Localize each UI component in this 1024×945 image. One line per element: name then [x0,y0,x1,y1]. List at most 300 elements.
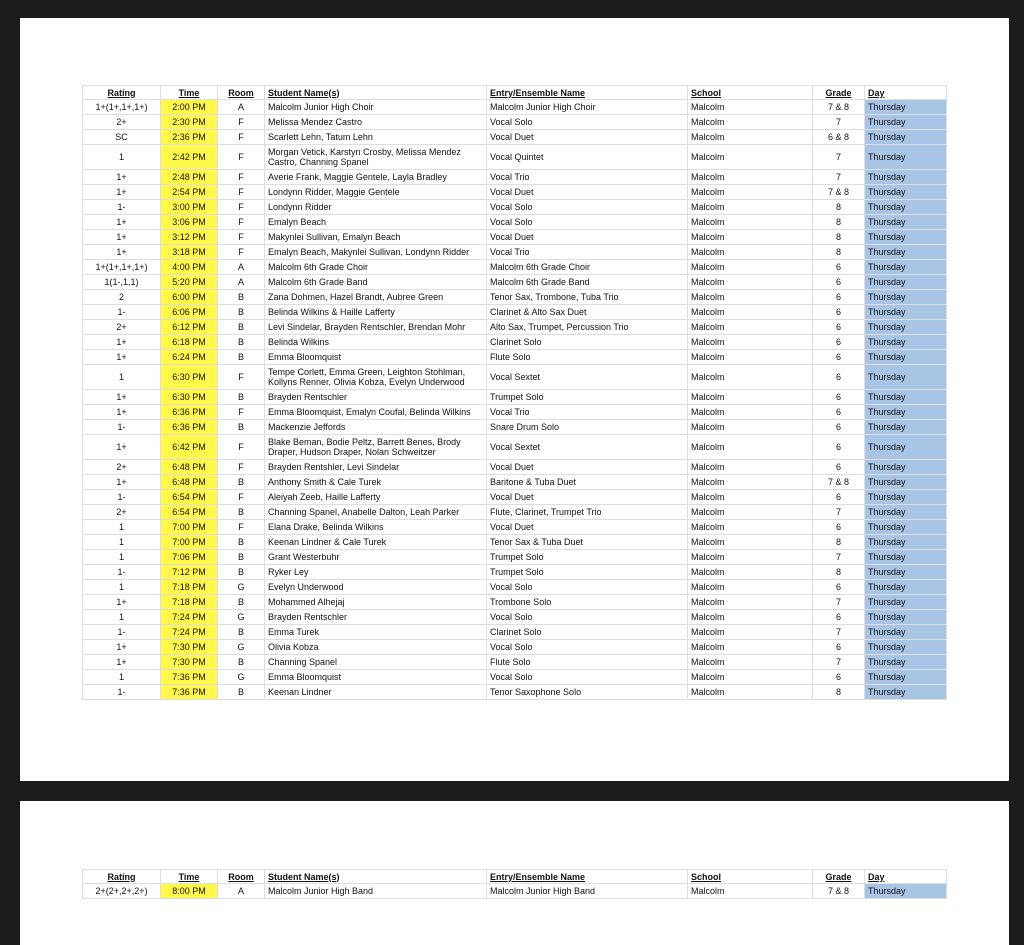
header-room: Room [218,870,265,884]
cell-student: Brayden Rentshler, Levi Sindelar [265,460,487,475]
cell-day: Thursday [865,305,947,320]
header-time: Time [161,86,218,100]
cell-time: 7:00 PM [161,520,218,535]
table-row [83,550,947,565]
cell-student: Zana Dohmen, Hazel Brandt, Aubree Green [265,290,487,305]
cell-day: Thursday [865,245,947,260]
cell-school: Malcolm [688,625,813,640]
cell-entry: Clarinet Solo [487,335,688,350]
cell-rating: 1- [83,305,161,320]
cell-day: Thursday [865,505,947,520]
table-row [83,535,947,550]
cell-rating: 1+(1+,1+,1+) [83,100,161,115]
table-row [83,115,947,130]
cell-rating: 1+ [83,475,161,490]
cell-grade: 7 [813,655,865,670]
cell-grade: 6 [813,580,865,595]
header-entry: Entry/Ensemble Name [487,870,688,884]
cell-grade: 7 [813,625,865,640]
cell-time: 6:06 PM [161,305,218,320]
cell-grade: 6 [813,335,865,350]
cell-room: B [218,335,265,350]
header-student: Student Name(s) [265,86,487,100]
cell-student: Aleiyah Zeeb, Haille Lafferty [265,490,487,505]
cell-student: Channing Spanel [265,655,487,670]
cell-grade: 6 [813,365,865,390]
cell-time: 6:12 PM [161,320,218,335]
cell-entry: Vocal Duet [487,185,688,200]
cell-time: 7:24 PM [161,610,218,625]
cell-rating: 1+ [83,230,161,245]
cell-grade: 7 [813,505,865,520]
table-row [83,200,947,215]
cell-student: Mohammed Alhejaj [265,595,487,610]
page-1 [20,18,1009,781]
cell-grade: 6 [813,405,865,420]
cell-grade: 8 [813,245,865,260]
cell-grade: 6 [813,520,865,535]
cell-rating: 1- [83,625,161,640]
table-row [83,460,947,475]
cell-room: B [218,550,265,565]
table-row [83,245,947,260]
cell-time: 7:30 PM [161,655,218,670]
cell-grade: 6 [813,435,865,460]
table-row [83,260,947,275]
header-time: Time [161,870,218,884]
cell-school: Malcolm [688,275,813,290]
cell-school: Malcolm [688,365,813,390]
table-row [83,275,947,290]
table-row [83,390,947,405]
cell-entry: Vocal Quintet [487,145,688,170]
cell-school: Malcolm [688,884,813,899]
cell-rating: 1- [83,200,161,215]
cell-entry: Malcolm Junior High Band [487,884,688,899]
cell-rating: 1+ [83,595,161,610]
cell-time: 6:54 PM [161,490,218,505]
cell-school: Malcolm [688,230,813,245]
cell-rating: 2+ [83,505,161,520]
cell-student: Belinda Wilkins [265,335,487,350]
cell-day: Thursday [865,275,947,290]
cell-rating: 1+ [83,655,161,670]
cell-school: Malcolm [688,535,813,550]
cell-day: Thursday [865,100,947,115]
header-school: School [688,870,813,884]
cell-room: B [218,420,265,435]
cell-grade: 7 & 8 [813,185,865,200]
cell-time: 6:54 PM [161,505,218,520]
table-row [83,595,947,610]
header-day: Day [865,86,947,100]
schedule-table-continued [82,869,947,899]
cell-day: Thursday [865,130,947,145]
cell-time: 7:18 PM [161,580,218,595]
cell-entry: Vocal Sextet [487,365,688,390]
cell-grade: 6 [813,390,865,405]
cell-entry: Vocal Trio [487,170,688,185]
cell-entry: Clarinet Solo [487,625,688,640]
schedule-body [83,100,947,700]
cell-room: G [218,610,265,625]
cell-rating: 1(1-,1,1) [83,275,161,290]
cell-room: B [218,595,265,610]
cell-room: B [218,390,265,405]
cell-time: 3:06 PM [161,215,218,230]
cell-entry: Clarinet & Alto Sax Duet [487,305,688,320]
table-row [83,580,947,595]
cell-student: Keenan Lindner [265,685,487,700]
cell-rating: 1 [83,145,161,170]
cell-school: Malcolm [688,260,813,275]
cell-time: 3:18 PM [161,245,218,260]
cell-student: Morgan Vetick, Karstyn Crosby, Melissa Mendez Castro, Channing Spanel [265,145,487,170]
cell-school: Malcolm [688,350,813,365]
cell-time: 4:00 PM [161,260,218,275]
cell-time: 6:00 PM [161,290,218,305]
cell-grade: 8 [813,685,865,700]
cell-day: Thursday [865,550,947,565]
table-row [83,565,947,580]
cell-time: 6:36 PM [161,405,218,420]
table-row [83,655,947,670]
cell-school: Malcolm [688,685,813,700]
cell-grade: 7 [813,145,865,170]
header-entry: Entry/Ensemble Name [487,86,688,100]
cell-grade: 8 [813,200,865,215]
cell-entry: Vocal Solo [487,115,688,130]
cell-entry: Trumpet Solo [487,390,688,405]
cell-school: Malcolm [688,305,813,320]
cell-student: Blake Beman, Bodie Peltz, Barrett Benes, Brody Draper, Hudson Draper, Nolan Schweitzer [265,435,487,460]
cell-room: B [218,535,265,550]
cell-day: Thursday [865,610,947,625]
cell-rating: 1+ [83,405,161,420]
cell-grade: 6 [813,610,865,625]
table-row [83,100,947,115]
cell-student: Belinda Wilkins & Haille Lafferty [265,305,487,320]
cell-rating: 1+ [83,390,161,405]
header-school: School [688,86,813,100]
cell-day: Thursday [865,580,947,595]
cell-room: B [218,320,265,335]
header-rating: Rating [83,870,161,884]
cell-day: Thursday [865,365,947,390]
cell-day: Thursday [865,640,947,655]
cell-rating: 1 [83,580,161,595]
cell-room: F [218,245,265,260]
cell-rating: 1+ [83,245,161,260]
cell-student: Brayden Rentschler [265,390,487,405]
cell-grade: 6 [813,275,865,290]
cell-day: Thursday [865,185,947,200]
cell-school: Malcolm [688,245,813,260]
cell-school: Malcolm [688,115,813,130]
schedule-table [82,85,947,700]
cell-time: 7:18 PM [161,595,218,610]
cell-rating: 2+ [83,460,161,475]
cell-school: Malcolm [688,130,813,145]
cell-rating: 1+ [83,185,161,200]
cell-rating: 1- [83,685,161,700]
cell-student: Keenan Lindner & Cale Turek [265,535,487,550]
cell-room: F [218,200,265,215]
table-row [83,405,947,420]
cell-grade: 6 [813,490,865,505]
cell-student: Emma Bloomquist, Emalyn Coufal, Belinda Wilkins [265,405,487,420]
cell-entry: Tenor Sax, Trombone, Tuba Trio [487,290,688,305]
cell-school: Malcolm [688,460,813,475]
cell-student: Malcolm Junior High Band [265,884,487,899]
cell-day: Thursday [865,565,947,580]
cell-entry: Tenor Saxophone Solo [487,685,688,700]
cell-student: Malcolm 6th Grade Band [265,275,487,290]
cell-day: Thursday [865,320,947,335]
cell-entry: Trombone Solo [487,595,688,610]
cell-school: Malcolm [688,420,813,435]
cell-room: F [218,435,265,460]
cell-school: Malcolm [688,670,813,685]
cell-student: Melissa Mendez Castro [265,115,487,130]
cell-room: B [218,625,265,640]
cell-day: Thursday [865,420,947,435]
cell-time: 6:42 PM [161,435,218,460]
cell-grade: 6 [813,670,865,685]
cell-time: 7:30 PM [161,640,218,655]
cell-day: Thursday [865,625,947,640]
cell-time: 6:48 PM [161,460,218,475]
cell-student: Londynn Ridder [265,200,487,215]
cell-time: 2:54 PM [161,185,218,200]
table-row [83,670,947,685]
cell-student: Anthony Smith & Cale Turek [265,475,487,490]
cell-day: Thursday [865,390,947,405]
table-row [83,215,947,230]
cell-school: Malcolm [688,320,813,335]
table-row [83,685,947,700]
header-row [83,870,947,884]
cell-school: Malcolm [688,610,813,625]
cell-grade: 6 [813,640,865,655]
cell-school: Malcolm [688,520,813,535]
cell-grade: 6 & 8 [813,130,865,145]
cell-rating: 1 [83,535,161,550]
table-row [83,610,947,625]
table-row [83,230,947,245]
cell-rating: 1+ [83,335,161,350]
cell-grade: 6 [813,260,865,275]
cell-school: Malcolm [688,405,813,420]
table-row [83,884,947,899]
cell-time: 3:12 PM [161,230,218,245]
table-row [83,435,947,460]
table-row [83,320,947,335]
table-row [83,420,947,435]
cell-time: 2:42 PM [161,145,218,170]
header-day: Day [865,870,947,884]
table-row [83,520,947,535]
cell-school: Malcolm [688,550,813,565]
table-row [83,145,947,170]
cell-day: Thursday [865,685,947,700]
cell-day: Thursday [865,260,947,275]
cell-day: Thursday [865,335,947,350]
cell-rating: 1+ [83,215,161,230]
cell-room: F [218,230,265,245]
cell-entry: Snare Drum Solo [487,420,688,435]
cell-grade: 6 [813,290,865,305]
cell-room: F [218,115,265,130]
cell-entry: Vocal Solo [487,610,688,625]
table-row [83,475,947,490]
cell-rating: 1 [83,365,161,390]
cell-day: Thursday [865,290,947,305]
cell-grade: 8 [813,230,865,245]
header-student: Student Name(s) [265,870,487,884]
cell-time: 2:00 PM [161,100,218,115]
cell-time: 7:36 PM [161,685,218,700]
cell-student: Emalyn Beach [265,215,487,230]
cell-entry: Vocal Solo [487,200,688,215]
cell-entry: Vocal Solo [487,215,688,230]
schedule-body-continued [83,884,947,899]
cell-day: Thursday [865,490,947,505]
cell-day: Thursday [865,230,947,245]
cell-room: A [218,100,265,115]
cell-entry: Tenor Sax & Tuba Duet [487,535,688,550]
cell-time: 6:30 PM [161,390,218,405]
cell-student: Scarlett Lehn, Tatum Lehn [265,130,487,145]
cell-student: Channing Spanel, Anabelle Dalton, Leah Parker [265,505,487,520]
cell-day: Thursday [865,535,947,550]
table-row [83,365,947,390]
cell-grade: 7 [813,595,865,610]
table-row [83,640,947,655]
cell-room: A [218,884,265,899]
cell-rating: 1+ [83,640,161,655]
cell-student: Levi Sindelar, Brayden Rentschler, Brendan Mohr [265,320,487,335]
table-row [83,130,947,145]
table-row [83,490,947,505]
cell-room: B [218,685,265,700]
cell-rating: 1 [83,520,161,535]
cell-entry: Vocal Solo [487,580,688,595]
cell-time: 2:48 PM [161,170,218,185]
cell-room: G [218,670,265,685]
cell-grade: 8 [813,565,865,580]
cell-rating: 2+ [83,115,161,130]
cell-grade: 7 [813,115,865,130]
cell-room: B [218,505,265,520]
cell-grade: 7 & 8 [813,884,865,899]
cell-school: Malcolm [688,490,813,505]
cell-day: Thursday [865,350,947,365]
cell-student: Emma Bloomquist [265,670,487,685]
cell-entry: Malcolm 6th Grade Band [487,275,688,290]
cell-rating: 1- [83,490,161,505]
cell-student: Elana Drake, Belinda Wilkins [265,520,487,535]
cell-grade: 7 [813,170,865,185]
cell-entry: Vocal Sextet [487,435,688,460]
page-2 [20,801,1009,945]
cell-day: Thursday [865,435,947,460]
cell-school: Malcolm [688,595,813,610]
cell-grade: 6 [813,460,865,475]
cell-day: Thursday [865,475,947,490]
cell-entry: Vocal Duet [487,460,688,475]
cell-entry: Vocal Solo [487,640,688,655]
cell-day: Thursday [865,405,947,420]
cell-entry: Vocal Trio [487,245,688,260]
table-row [83,625,947,640]
cell-day: Thursday [865,670,947,685]
cell-time: 8:00 PM [161,884,218,899]
cell-rating: 1+ [83,350,161,365]
cell-entry: Malcolm Junior High Choir [487,100,688,115]
cell-room: F [218,215,265,230]
cell-day: Thursday [865,215,947,230]
table-row [83,305,947,320]
cell-grade: 7 & 8 [813,475,865,490]
cell-time: 6:48 PM [161,475,218,490]
cell-time: 7:06 PM [161,550,218,565]
table-row [83,290,947,305]
cell-rating: 2+(2+,2+,2+) [83,884,161,899]
cell-day: Thursday [865,145,947,170]
cell-grade: 6 [813,320,865,335]
cell-school: Malcolm [688,640,813,655]
cell-day: Thursday [865,460,947,475]
cell-rating: 1 [83,670,161,685]
cell-day: Thursday [865,170,947,185]
cell-student: Makynlei Sullivan, Emalyn Beach [265,230,487,245]
cell-room: A [218,260,265,275]
cell-entry: Flute, Clarinet, Trumpet Trio [487,505,688,520]
header-grade: Grade [813,870,865,884]
cell-time: 3:00 PM [161,200,218,215]
cell-room: G [218,580,265,595]
cell-rating: 2 [83,290,161,305]
cell-school: Malcolm [688,505,813,520]
cell-entry: Vocal Duet [487,520,688,535]
cell-grade: 8 [813,215,865,230]
cell-rating: SC [83,130,161,145]
cell-school: Malcolm [688,390,813,405]
cell-room: G [218,640,265,655]
cell-time: 2:36 PM [161,130,218,145]
cell-room: B [218,565,265,580]
cell-student: Averie Frank, Maggie Gentele, Layla Bradley [265,170,487,185]
cell-entry: Flute Solo [487,655,688,670]
cell-rating: 2+ [83,320,161,335]
cell-entry: Flute Solo [487,350,688,365]
cell-school: Malcolm [688,145,813,170]
cell-grade: 7 & 8 [813,100,865,115]
cell-time: 2:30 PM [161,115,218,130]
cell-day: Thursday [865,884,947,899]
cell-rating: 1+ [83,435,161,460]
cell-entry: Vocal Trio [487,405,688,420]
header-grade: Grade [813,86,865,100]
cell-room: B [218,655,265,670]
cell-rating: 1+(1+,1+,1+) [83,260,161,275]
cell-student: Emalyn Beach, Makynlei Sullivan, Londynn Ridder [265,245,487,260]
cell-school: Malcolm [688,100,813,115]
cell-time: 6:30 PM [161,365,218,390]
cell-student: Olivia Kobza [265,640,487,655]
header-rating: Rating [83,86,161,100]
